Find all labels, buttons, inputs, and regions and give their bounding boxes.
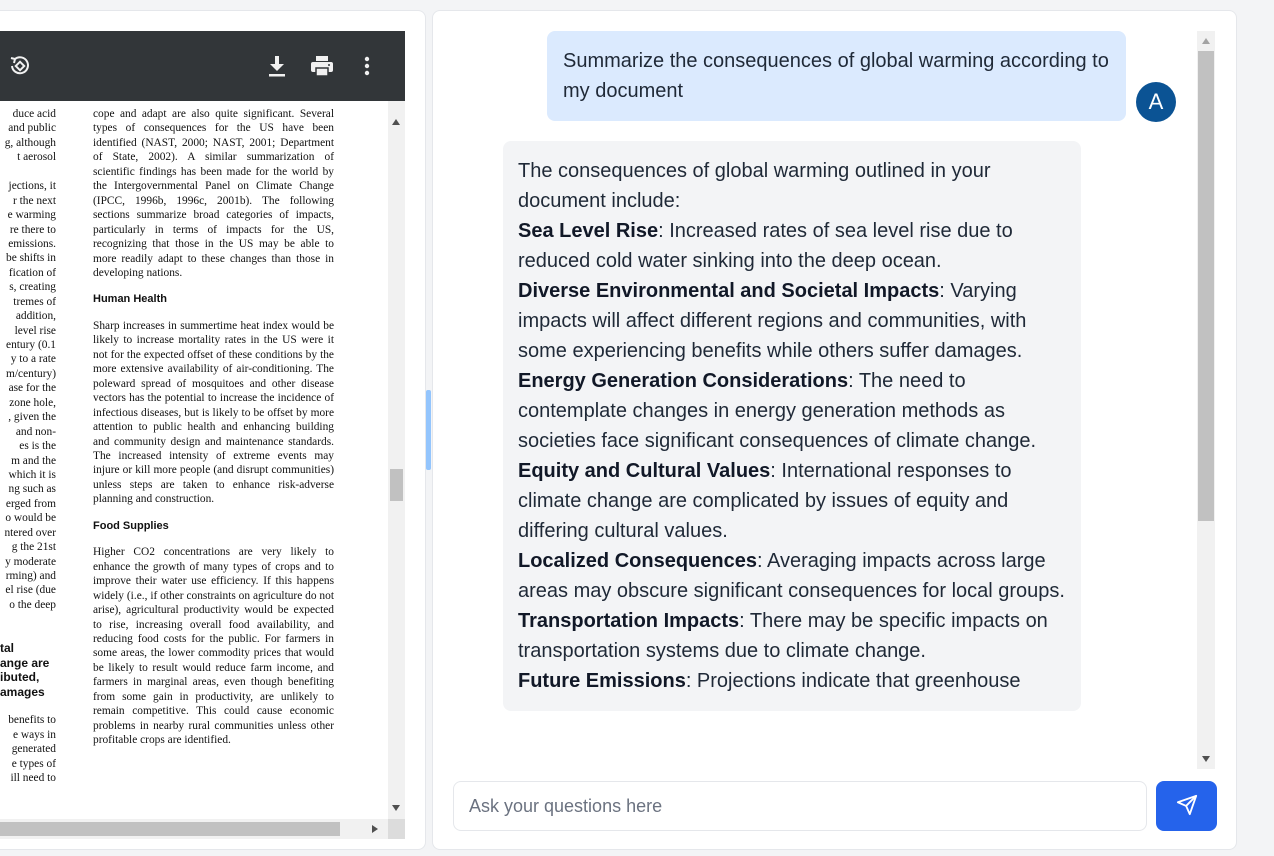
user-avatar: A <box>1136 82 1176 122</box>
print-icon[interactable] <box>310 54 334 78</box>
pdf-left-line: fication of <box>8 266 56 279</box>
pdf-left-line: t aerosol <box>17 151 56 164</box>
pdf-toolbar <box>0 31 405 101</box>
pdf-left-line: jections, it <box>8 180 56 193</box>
chat-panel <box>432 10 1237 850</box>
pdf-left-line: m/century) <box>6 367 56 380</box>
pdf-left-line <box>0 612 56 626</box>
pdf-left-line: ntered over <box>4 526 56 539</box>
pdf-paragraph: cope and adapt are also quite significant. Several types of consequences for the US have been identified (NAST, 2000; NAST, 2001; Department of State, 2002). A similar summarization of scientific findings has been made for the world by the Intergovernmental Panel on Climate Change (IPCC, 1996b, 1996c, 2001b). The following sections summarize broad categories of impacts, particularly in terms of impacts for the US, recognizing that those in the US may be able to more readily adapt to these changes than those in developing nations. <box>93 108 334 279</box>
item-text: : The need to contemplate changes in energy generation methods as societies face significant consequences of climate change. <box>518 370 1037 452</box>
pdf-left-line: be shifts in <box>6 252 56 265</box>
pdf-left-line: ange are <box>0 655 50 670</box>
rotate-icon[interactable] <box>8 54 32 78</box>
pdf-left-line: rming) and <box>5 570 56 582</box>
scroll-down-arrow-icon[interactable] <box>392 805 400 811</box>
pdf-left-line <box>0 627 56 641</box>
assistant-message <box>503 141 1081 711</box>
scrollbar-thumb[interactable] <box>0 822 340 836</box>
pdf-left-line: level rise <box>14 324 56 337</box>
pdf-left-line: , given the <box>8 411 56 424</box>
pdf-left-line: r the next <box>12 194 56 207</box>
pdf-left-line: y to a rate <box>10 353 56 366</box>
assistant-list-item <box>518 276 1066 366</box>
pdf-left-line: ng such as <box>8 483 56 496</box>
pdf-horizontal-scrollbar[interactable] <box>0 819 388 839</box>
item-text: : Varying impacts will affect different regions and communities, with some experiencing benefits while others suffer damages. <box>518 280 1027 362</box>
scrollbar-thumb[interactable] <box>1198 51 1214 521</box>
pdf-left-line: s, creating <box>9 281 56 294</box>
download-icon[interactable] <box>265 54 289 78</box>
pdf-left-line <box>0 165 56 179</box>
pdf-left-line: es is the <box>19 440 56 453</box>
assistant-list-item <box>518 666 1066 696</box>
pdf-left-line: ase for the <box>8 382 56 395</box>
pdf-vertical-scrollbar[interactable] <box>388 101 405 819</box>
pdf-left-line: y moderate <box>5 555 56 568</box>
chat-input-row <box>453 781 1217 831</box>
question-input[interactable] <box>453 781 1147 831</box>
pdf-left-line: tremes of <box>13 295 56 308</box>
item-title: Localized Consequences <box>518 550 757 572</box>
more-vert-icon[interactable] <box>355 54 379 78</box>
send-icon <box>1176 794 1198 819</box>
pdf-left-line: re there to <box>9 223 56 236</box>
pdf-left-line: tal <box>0 641 15 656</box>
pdf-left-line: e ways in <box>12 728 56 741</box>
chat-scrollbar[interactable] <box>1197 31 1215 769</box>
pdf-left-line: zone hole, <box>9 396 56 409</box>
pdf-left-line: o would be <box>5 512 56 525</box>
scroll-up-arrow-icon[interactable] <box>392 119 400 125</box>
item-title: Future Emissions <box>518 670 686 692</box>
item-text: : There may be specific impacts on transportation systems due to climate change. <box>518 610 1048 662</box>
pdf-left-line: e warming <box>7 209 56 222</box>
pdf-paragraph: Higher CO2 concentrations are very likely to enhance the growth of many types of crops and to improve their water use efficiency. If this happens widely (i.e., if other constraints on agriculture do not arise), agricultural productivity would be expected to rise, increasing overall food availability, and reducing food costs for the public. For farmers in some areas, the lower commodity prices that would be likely to result would reduce farm income, and farmers in marginal areas, even though benefiting from some gain in productivity, are unlikely to remain competitive. This could cause economic problems in nearby rural communities unless other profitable crops are identified. <box>93 546 334 747</box>
item-text: : Projections indicate that greenhouse <box>685 670 1021 692</box>
scroll-up-arrow-icon[interactable] <box>1202 38 1210 44</box>
assistant-intro: The consequences of global warming outlined in your document include: <box>518 160 991 212</box>
pdf-left-line: e types of <box>11 757 56 770</box>
pdf-left-line: g, although <box>4 136 56 149</box>
pdf-left-line: m and the <box>11 454 56 467</box>
pdf-left-line: el rise (due <box>5 584 56 597</box>
pdf-left-column <box>0 107 56 786</box>
scroll-down-arrow-icon[interactable] <box>1202 756 1210 762</box>
assistant-list-item <box>518 216 1066 276</box>
pdf-left-line: o the deep <box>9 598 56 611</box>
scrollbar-corner <box>388 819 405 839</box>
pdf-left-line: which it is <box>8 468 56 481</box>
pdf-left-line <box>0 699 56 713</box>
assistant-list-item <box>518 456 1066 546</box>
pdf-viewer-panel <box>0 10 426 850</box>
item-title: Diverse Environmental and Societal Impacts <box>518 280 940 302</box>
pdf-left-line: entury (0.1 <box>6 339 56 351</box>
send-button[interactable] <box>1156 781 1217 831</box>
pdf-left-line: addition, <box>15 310 56 323</box>
item-text: : Increased rates of sea level rise due to reduced cold water sinking into the deep ocean. <box>518 220 1013 272</box>
pdf-left-line: benefits to <box>8 714 56 727</box>
pdf-page <box>0 101 388 819</box>
pdf-left-line: and non- <box>15 425 56 438</box>
pdf-paragraph: Sharp increases in summertime heat index would be likely to increase mortality rates in the US were it not for the expected offset of these conditions by the more extensive availability of air-conditioning. The poleward spread of mosquitoes and other disease vectors has the potential to increase the incidence of infectious diseases, but is likely to be offset by more attention to public health and enhancing building and community design and maintenance standards. The increased intensity of extreme events may injure or kill more people (and disrupt communities) unless steps are taken to enhance risk-adverse planning and construction. <box>93 319 334 506</box>
item-text: : Averaging impacts across large areas may obscure significant consequences for local groups. <box>518 550 1065 602</box>
chat-messages <box>433 31 1203 771</box>
pdf-right-column <box>93 107 334 760</box>
pdf-left-line: erged from <box>5 497 56 510</box>
assistant-list-item <box>518 606 1066 666</box>
scroll-right-arrow-icon[interactable] <box>372 825 378 833</box>
pdf-left-line: and public <box>8 122 56 135</box>
pdf-left-line: emissions. <box>8 237 56 250</box>
user-message: Summarize the consequences of global warming according to my document <box>547 31 1126 121</box>
item-text: : International responses to climate change are complicated by issues of equity and differing cultural values. <box>518 460 1012 542</box>
item-title: Transportation Impacts <box>518 610 740 632</box>
pdf-heading-food-supplies: Food Supplies <box>93 519 169 532</box>
pdf-left-line: g the 21st <box>11 541 56 554</box>
pdf-heading-human-health: Human Health <box>93 293 167 306</box>
scrollbar-thumb[interactable] <box>390 469 403 501</box>
pdf-left-line: duce acid <box>12 108 56 120</box>
pdf-left-line: generated <box>11 743 56 756</box>
pdf-left-line: ibuted, <box>0 670 40 685</box>
item-title: Energy Generation Considerations <box>518 370 849 392</box>
pdf-left-line: amages <box>0 684 45 699</box>
assistant-list-item <box>518 546 1066 606</box>
item-title: Equity and Cultural Values <box>518 460 771 482</box>
panel-resize-handle[interactable] <box>426 390 431 470</box>
assistant-list-item <box>518 366 1066 456</box>
item-title: Sea Level Rise <box>518 220 659 242</box>
pdf-left-line: ill need to <box>10 772 56 785</box>
